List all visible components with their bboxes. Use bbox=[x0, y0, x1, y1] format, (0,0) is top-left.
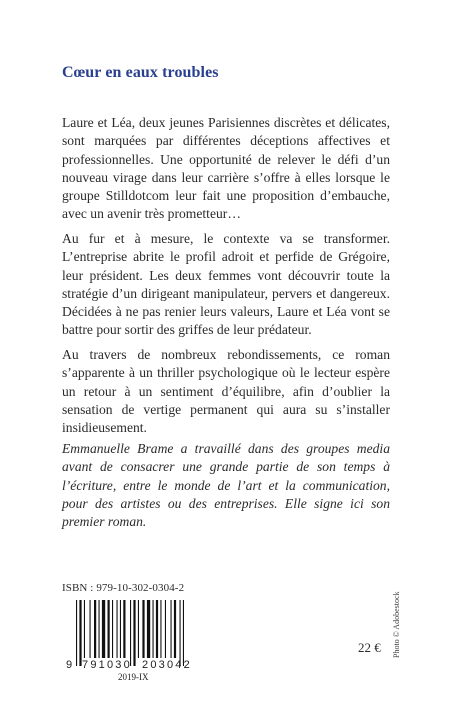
barcode-bar bbox=[130, 600, 131, 666]
barcode-bar bbox=[102, 600, 105, 658]
barcode-left-digits: 791030 bbox=[82, 659, 132, 671]
barcode-bar bbox=[156, 600, 158, 658]
barcode-bar bbox=[142, 600, 144, 658]
barcode-bar bbox=[112, 600, 113, 658]
author-bio: Emmanuelle Brame a travaillé dans des groupes media avant de consacrer une grande partie de son temps à l’écriture, entre le monde de l’art et la communication, pour des artistes ou des entreprises. Elle signe ici son premier roman. bbox=[62, 441, 390, 530]
barcode bbox=[62, 598, 212, 682]
price: 22 € bbox=[358, 640, 381, 655]
barcode-bar bbox=[160, 600, 161, 658]
barcode-bar bbox=[99, 600, 100, 658]
barcode-bar bbox=[94, 600, 96, 658]
barcode-bar bbox=[171, 600, 172, 658]
barcode-bar bbox=[120, 600, 121, 658]
barcode-bar bbox=[84, 600, 85, 658]
isbn-label: ISBN : 979-10-302-0304-2 bbox=[62, 582, 185, 594]
barcode-code: 2019-IX bbox=[118, 672, 149, 682]
barcode-bar bbox=[147, 600, 150, 658]
barcode-lead-digit: 9 bbox=[66, 659, 73, 671]
barcode-bar bbox=[79, 600, 81, 666]
synopsis-paragraph-3: Au travers de nombreux rebondissements, ce roman s’apparente à un thriller psychologique où le lecteur espère un retour à un sentiment d’équilibre, afin d’oublier la sensation de vertige permanent qui aura su s’installer insidieusement. bbox=[62, 347, 390, 436]
barcode-right-digits: 203042 bbox=[142, 659, 192, 671]
barcode-bar bbox=[183, 600, 184, 666]
book-title: Cœur en eaux troubles bbox=[62, 64, 219, 81]
barcode-bar bbox=[76, 600, 77, 666]
photo-credit: Photo © Adobestock bbox=[392, 591, 401, 658]
barcode-bar bbox=[133, 600, 135, 666]
barcode-bar bbox=[117, 600, 118, 658]
synopsis-paragraph-1: Laure et Léa, deux jeunes Parisiennes discrètes et délicates, sont marquées par différentes déceptions affectives et professionnelles. Une opportunité de relever le défi d’un nouveau virage dans leur carrière s’offre à elles lorsque le groupe Stilldotcom leur fait une proposition d’embauche, avec un avenir très prometteur… bbox=[62, 115, 390, 222]
barcode-bar bbox=[165, 600, 166, 658]
barcode-bar bbox=[180, 600, 181, 666]
barcode-bar bbox=[153, 600, 154, 658]
barcode-bar bbox=[138, 600, 139, 658]
barcode-bar bbox=[123, 600, 125, 658]
barcode-bars bbox=[76, 600, 184, 666]
barcode-bar bbox=[108, 600, 110, 658]
synopsis-paragraph-2: Au fur et à mesure, le contexte va se transformer. L’entreprise abrite le profil adroit et perfide de Grégoire, leur président. Les deux femmes vont découvrir toute la stratégie d’un dirigeant manipulateur, pervers et dangereux. Décidées à ne pas renier leurs valeurs, Laure et Léa vont se battre pour sortir des griffes de leur prédateur. bbox=[62, 231, 390, 338]
barcode-bar bbox=[90, 600, 91, 658]
barcode-bar bbox=[174, 600, 176, 658]
